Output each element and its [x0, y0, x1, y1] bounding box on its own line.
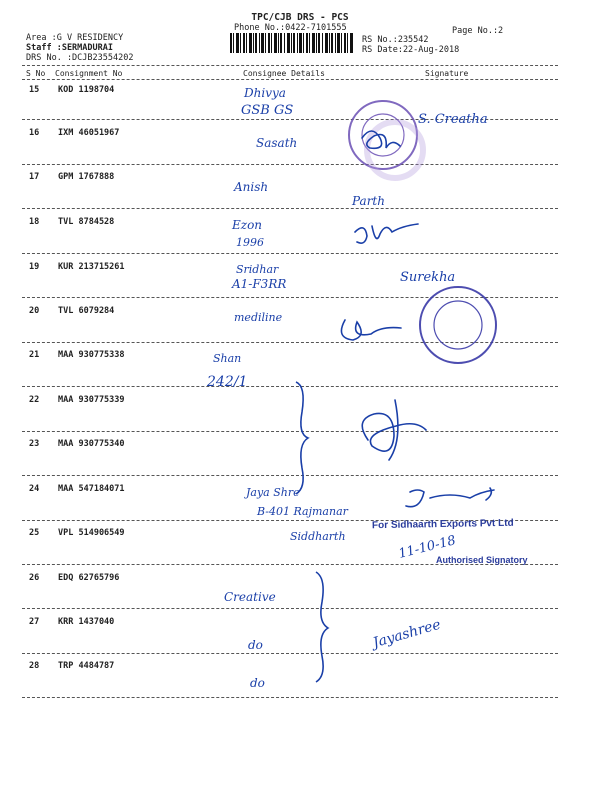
row-sno: 27	[29, 617, 40, 627]
medical-stamp	[420, 287, 496, 363]
handwriting-r15a: Dhivya	[244, 86, 286, 100]
company-stamp-signatory: Authorised Signatory	[436, 555, 528, 565]
row-consignment: KUR 213715261	[58, 262, 125, 272]
handwriting-r26: Creative	[224, 590, 276, 604]
row-consignment: TRP 4484787	[58, 661, 115, 671]
row-sno: 23	[29, 439, 40, 449]
signature-row24	[406, 488, 494, 507]
signature-row20	[341, 320, 401, 340]
handwriting-r24b: B-401 Rajmanar	[257, 505, 348, 518]
handwriting-r27: do	[248, 638, 263, 652]
row-sno: 20	[29, 306, 40, 316]
row-consignment: KOD 1198704	[58, 85, 115, 95]
handwriting-r15b: GSB GS	[241, 103, 294, 118]
column-sno: S No	[26, 69, 46, 78]
row-sno: 18	[29, 217, 40, 227]
row-sno: 15	[29, 85, 40, 95]
row-sno: 17	[29, 172, 40, 182]
handwriting-r15sig: S. Creatha	[418, 112, 488, 127]
column-signature: Signature	[425, 69, 469, 78]
page-number: Page No.:2	[452, 26, 504, 36]
row-sno: 19	[29, 262, 40, 272]
handwriting-r20: mediline	[234, 311, 283, 324]
handwriting-r16: Sasath	[256, 136, 298, 150]
handwriting-r27sig: Jayashree	[371, 616, 443, 652]
row-consignment: GPM 1767888	[58, 172, 115, 182]
drs-number: DRS No. :DCJB23554202	[26, 53, 134, 63]
staff-label: Staff :SERMADURAI	[26, 43, 113, 53]
row-sno: 25	[29, 528, 40, 538]
area-label: Area :G V RESIDENCY	[26, 33, 124, 43]
handwriting-r25sig: 11-10-18	[397, 533, 458, 562]
handwriting-r24a: Jaya Shre	[246, 486, 300, 499]
handwriting-r21b: 242/1	[207, 374, 248, 390]
brace-rows26-28	[316, 572, 328, 682]
signature-row22-23	[362, 400, 426, 460]
document-title: TPC/CJB DRS - PCS	[251, 12, 349, 23]
rs-date: RS Date:22-Aug-2018	[362, 45, 460, 55]
handwriting-r17sig: Parth	[352, 194, 385, 208]
company-stamp-name: For Sidhaarth Exports Pvt Ltd	[371, 517, 514, 532]
row-consignment: VPL 514906549	[58, 528, 125, 538]
rs-number: RS No.:235542	[362, 35, 429, 45]
row-consignment: TVL 6079284	[58, 306, 115, 316]
brace-rows21-23	[296, 382, 308, 494]
handwriting-r28: do	[250, 676, 265, 690]
row-consignment: KRR 1437040	[58, 617, 115, 627]
handwriting-r25: Siddharth	[290, 530, 346, 543]
signature-row18	[355, 224, 418, 243]
row-consignment: MAA 547184071	[58, 484, 125, 494]
row-sno: 21	[29, 350, 40, 360]
row-sno: 26	[29, 573, 40, 583]
phone-number: Phone No.:0422-7101555	[234, 23, 347, 33]
row-consignment: MAA 930775339	[58, 395, 125, 405]
row-consignment: IXM 46051967	[58, 128, 120, 138]
row-consignment: TVL 8784528	[58, 217, 115, 227]
row-sno: 28	[29, 661, 40, 671]
row-consignment: EDQ 62765796	[58, 573, 120, 583]
handwriting-r18b: 1996	[236, 236, 264, 249]
handwriting-r21a: Shan	[213, 352, 242, 365]
row-sno: 22	[29, 395, 40, 405]
row-consignment: MAA 930775340	[58, 439, 125, 449]
column-consignment: Consignment No	[55, 69, 123, 78]
handwriting-r19b: A1-F3RR	[232, 277, 287, 291]
handwriting-r18a: Ezon	[232, 218, 263, 232]
row-sno: 24	[29, 484, 40, 494]
handwriting-r17: Anish	[234, 180, 269, 194]
column-consignee: Consignee Details	[243, 69, 325, 78]
handwriting-r19sig: Surekha	[400, 270, 456, 285]
handwriting-r19a: Sridhar	[236, 263, 279, 276]
row-consignment: MAA 930775338	[58, 350, 125, 360]
row-sno: 16	[29, 128, 40, 138]
